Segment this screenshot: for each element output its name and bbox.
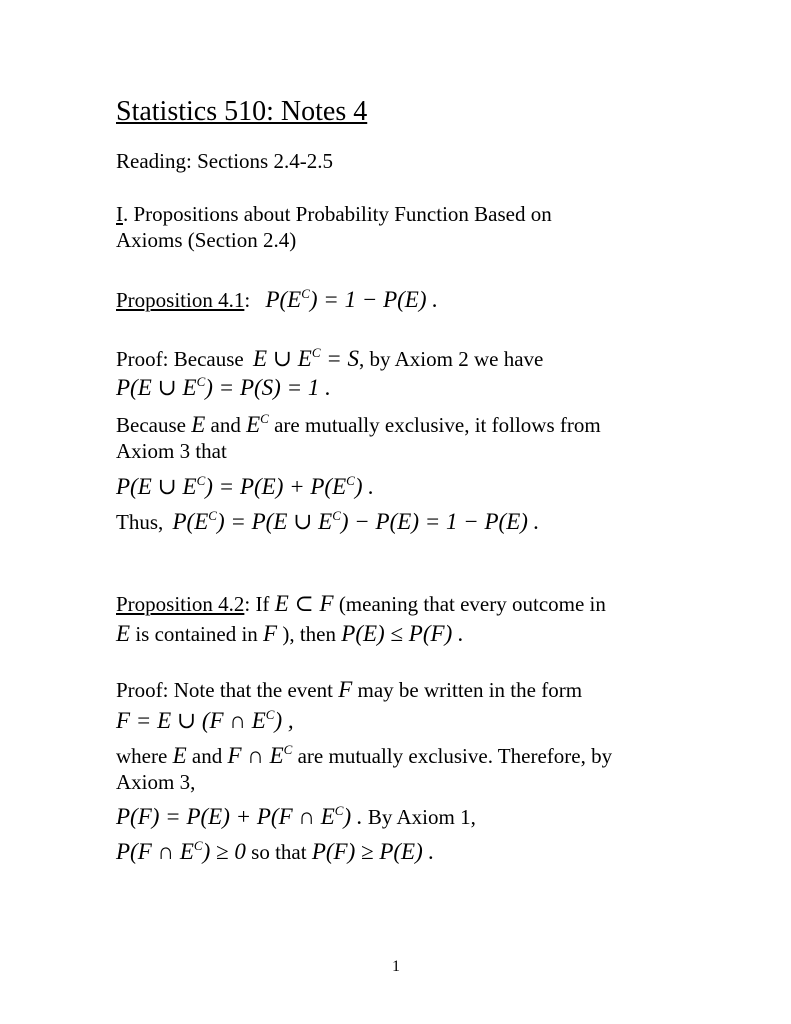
prop41-statement-line [116, 287, 438, 313]
prop41-colon: : [244, 288, 251, 312]
prop42-and: and [191, 744, 223, 768]
symbol-f: F [263, 621, 278, 646]
prop42-meaning: (meaning that every outcome in [338, 592, 606, 616]
symbol-f: F [338, 677, 353, 702]
prop42-so-that: so that [251, 840, 307, 864]
prop41-proof-after: , by Axiom 2 we have [359, 347, 544, 371]
section-heading-line2: Axioms (Section 2.4) [116, 228, 297, 252]
prop41-and: and [210, 413, 241, 437]
prop42-proof-intro: Proof: Note that the event [116, 678, 333, 702]
prop41-thus: Thus, [116, 510, 164, 534]
prop41-thus-line [116, 509, 539, 535]
prop42-then: ), then [282, 622, 337, 646]
section-heading-text: . Propositions about Probability Function Based on [123, 202, 552, 226]
prop41-because: Because [116, 413, 186, 437]
section-heading [116, 201, 552, 227]
prop42-where: where [116, 744, 168, 768]
reading-line: Reading: Sections 2.4-2.5 [116, 149, 333, 173]
prop42-written: may be written in the form [357, 678, 583, 702]
symbol-ec: $E^C$ [246, 411, 269, 437]
prop42-contained: is contained in [135, 622, 258, 646]
prop42-eq1-line: P(F) = P(E) + P(F ∩ $E^C$) . By Axiom 1, [116, 803, 476, 829]
prop42-label: Proposition 4.2 [116, 592, 245, 616]
prop42-cond: E ⊂ F [274, 591, 334, 616]
page-number: 1 [392, 958, 400, 975]
symbol-e: E [116, 621, 131, 646]
prop42-if: : If [244, 592, 270, 616]
prop41-statement: $P(E^C) = 1 - P(E)$ . [265, 286, 439, 312]
prop42-statement-line2 [116, 621, 464, 647]
prop42-where-line [116, 743, 612, 769]
symbol-e: E [191, 412, 206, 437]
prop41-eq3: $P(E^C) = P(E$ ∪ $E^C) - P(E) = 1 - P(E)$ . [172, 508, 540, 534]
prop42-statement-line [116, 591, 606, 617]
prop42-eq2-line: P(F ∩ $E^C) \ge 0$ so that P(F) ≥ P(E) . [116, 838, 435, 864]
prop42-by-axiom1: By Axiom 1, [362, 805, 476, 829]
prop42-proof-line1 [116, 677, 582, 703]
symbol-f-cap-ec: F ∩ $E^C$ [227, 742, 293, 768]
prop41-label: Proposition 4.1 [116, 288, 245, 312]
prop41-axiom3-line: Axiom 3 that [116, 439, 227, 463]
prop41-proof-line1 [116, 346, 543, 372]
section-number: I [116, 202, 123, 226]
prop41-because-line [116, 412, 601, 438]
prop41-mutual: are mutually exclusive, it follows from [274, 413, 601, 437]
prop42-result: P(E) ≤ P(F) . [341, 621, 464, 646]
prop41-proof-intro: Proof: Because [116, 347, 244, 371]
prop42-mutual: are mutually exclusive. Therefore, by [297, 744, 613, 768]
prop41-eq1: P(E ∪ $E^C) = P(S) = 1$ . [116, 374, 331, 400]
prop41-proof-cond: E ∪ $E^C = S$ [252, 345, 360, 371]
page-title: Statistics 510: Notes 4 [116, 96, 368, 127]
prop42-axiom3-line: Axiom 3, [116, 770, 196, 794]
prop42-eq3: P(F) ≥ P(E) . [311, 839, 435, 864]
symbol-e: E [172, 743, 187, 768]
prop42-decomp: F = E ∪ (F ∩ $E^C$) , [116, 707, 294, 733]
prop41-eq2: P(E ∪ $E^C) = P(E) + P(E^C)$ . [116, 473, 374, 499]
